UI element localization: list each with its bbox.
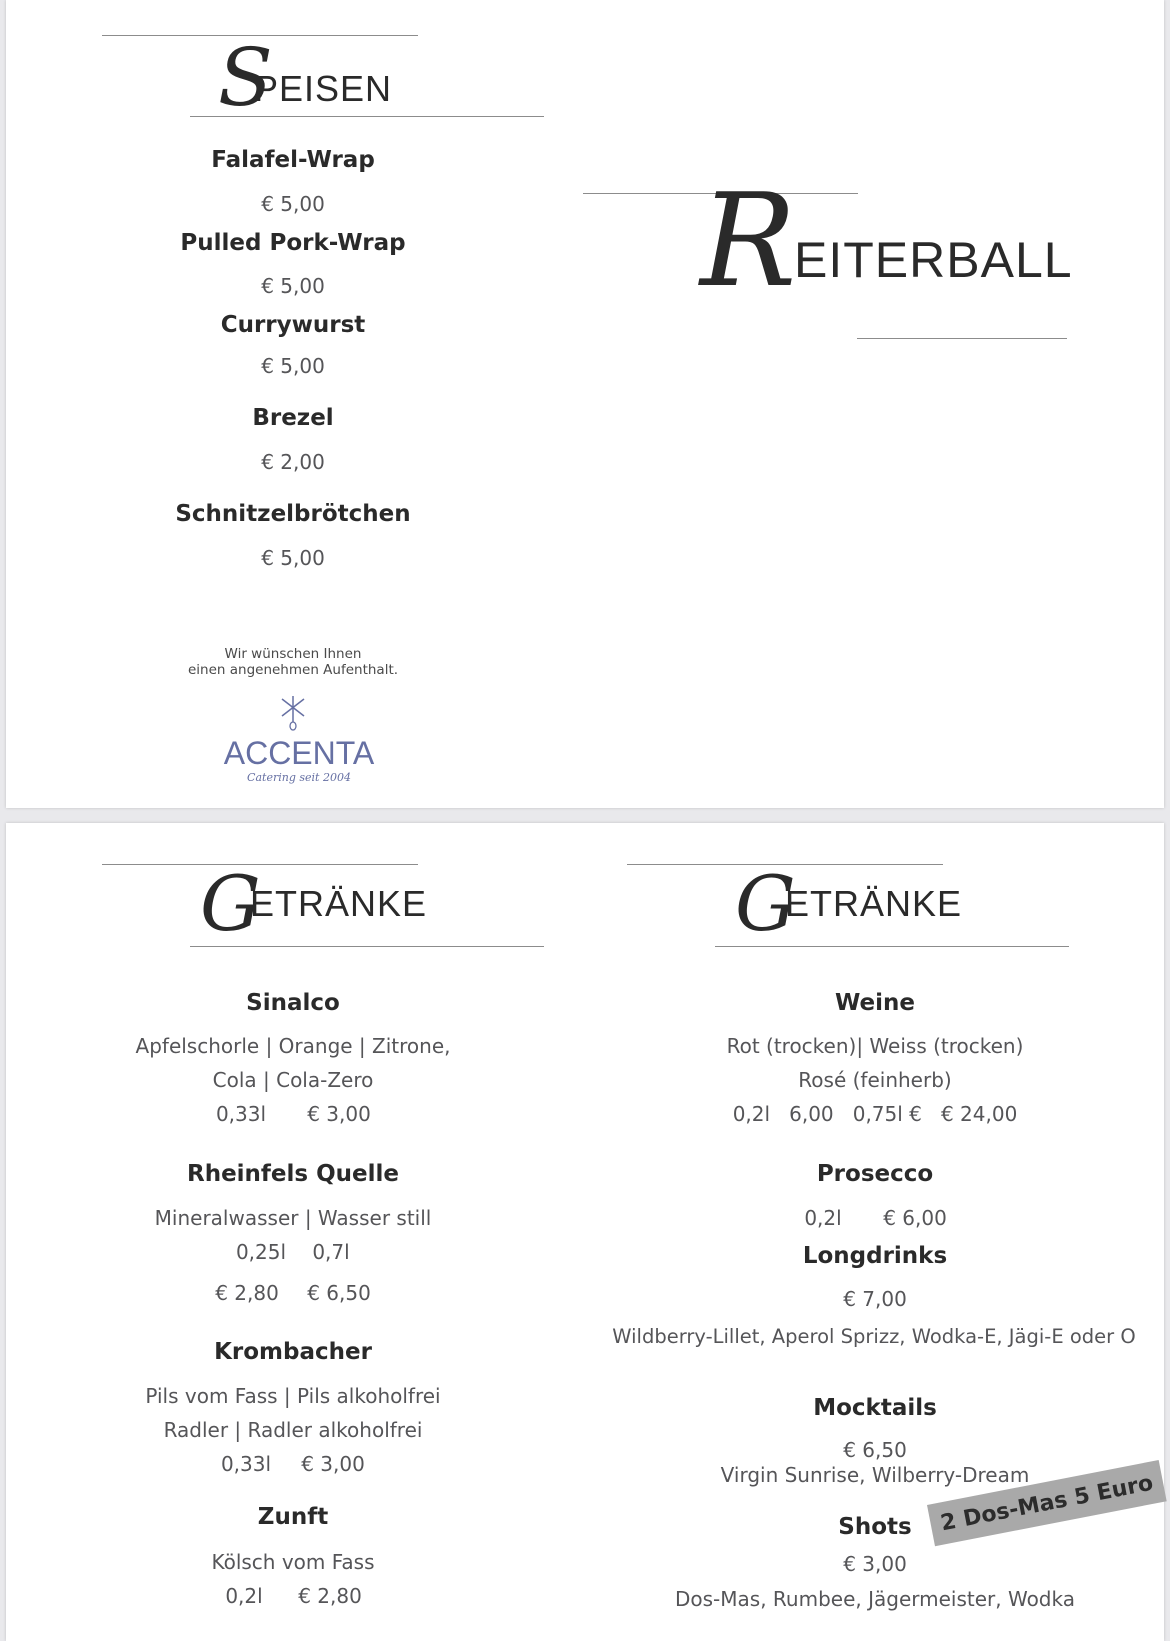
drink-section-title: Zunft (257, 1504, 329, 1530)
drink-section-title: Longdrinks (802, 1243, 948, 1269)
drink-section-title: Krombacher (214, 1339, 372, 1365)
drink-size: 0,33l (220, 1452, 272, 1476)
food-item-name: Pulled Pork-Wrap (180, 230, 406, 256)
drink-section-title: Weine (834, 990, 916, 1016)
drink-description: Mineralwasser | Wasser still (154, 1206, 432, 1230)
logo-name: ACCENTA (223, 735, 375, 771)
food-item-name: Currywurst (220, 312, 366, 338)
drink-price: € 3,00 (301, 1452, 365, 1476)
greeting-line: Wir wünschen Ihnen (224, 646, 362, 662)
reiterball-heading-text: EITERBALL (794, 232, 1073, 288)
food-item-name: Brezel (252, 405, 334, 431)
food-item-price: € 5,00 (261, 354, 325, 378)
food-item-price: € 5,00 (261, 274, 325, 298)
drink-description: Cola | Cola-Zero (212, 1068, 374, 1092)
getraenke-right-heading-initial: G (735, 859, 796, 948)
food-item-price: € 5,00 (261, 546, 325, 570)
drink-description: Virgin Sunrise, Wilberry-Dream (720, 1463, 1030, 1487)
drink-size: 0,7l (312, 1240, 350, 1264)
drink-size: 0,33l (215, 1102, 267, 1126)
getraenke-right-heading-text: ETRÄNKE (785, 883, 963, 924)
drink-description: Rosé (feinherb) (798, 1068, 952, 1092)
speisen-heading-initial: S (218, 31, 273, 124)
drink-section-title: Sinalco (246, 990, 340, 1016)
drink-section-title: Shots (838, 1514, 912, 1540)
drink-price: € 3,00 (307, 1102, 371, 1126)
drink-section-title: Prosecco (816, 1161, 934, 1187)
getraenke-left-heading-initial: G (200, 859, 261, 948)
drink-description: Pils vom Fass | Pils alkoholfrei (145, 1384, 441, 1408)
menu-page-food (6, 0, 1164, 808)
drink-price: € 3,00 (843, 1552, 907, 1576)
drink-description: Apfelschorle | Orange | Zitrone, (135, 1034, 451, 1058)
logo-tagline: Catering seit 2004 (247, 771, 351, 784)
drink-price: € 6,00 (883, 1206, 947, 1230)
drink-description: Kölsch vom Fass (211, 1550, 375, 1574)
heading-rule-bottom (857, 338, 1067, 339)
drink-price: € 6,50 (843, 1438, 907, 1462)
drink-section-title: Mocktails (813, 1395, 937, 1421)
promo-sticker: 2 Dos-Mas 5 Euro (927, 1460, 1167, 1546)
greeting-line: einen angenehmen Aufenthalt. (187, 662, 399, 678)
drink-prices: 0,2l 6,00 0,75l € € 24,00 (732, 1102, 1018, 1126)
drink-description: Wildberry-Lillet, Aperol Sprizz, Wodka-E, Jägi-E oder O (612, 1325, 1136, 1348)
food-item-name: Schnitzelbrötchen (175, 501, 411, 527)
drink-price: € 6,50 (307, 1281, 371, 1305)
drink-size: 0,2l (225, 1584, 263, 1608)
getraenke-left-heading-text: ETRÄNKE (250, 883, 428, 924)
drink-price: € 7,00 (843, 1287, 907, 1311)
food-item-price: € 2,00 (261, 450, 325, 474)
drink-description: Dos-Mas, Rumbee, Jägermeister, Wodka (675, 1587, 1075, 1611)
drink-size: 0,2l (804, 1206, 842, 1230)
speisen-heading-text: PEISEN (254, 68, 393, 109)
drink-section-title: Rheinfels Quelle (186, 1161, 400, 1187)
drink-price: € 2,80 (298, 1584, 362, 1608)
drink-description: Radler | Radler alkoholfrei (163, 1418, 423, 1442)
cutlery-icon (278, 696, 308, 732)
drink-size: 0,25l (235, 1240, 287, 1264)
food-item-name: Falafel-Wrap (211, 147, 375, 173)
food-item-price: € 5,00 (261, 192, 325, 216)
reiterball-heading-initial: R (700, 167, 797, 316)
drink-price: € 2,80 (215, 1281, 279, 1305)
drink-description: Rot (trocken)| Weiss (trocken) (726, 1034, 1024, 1058)
